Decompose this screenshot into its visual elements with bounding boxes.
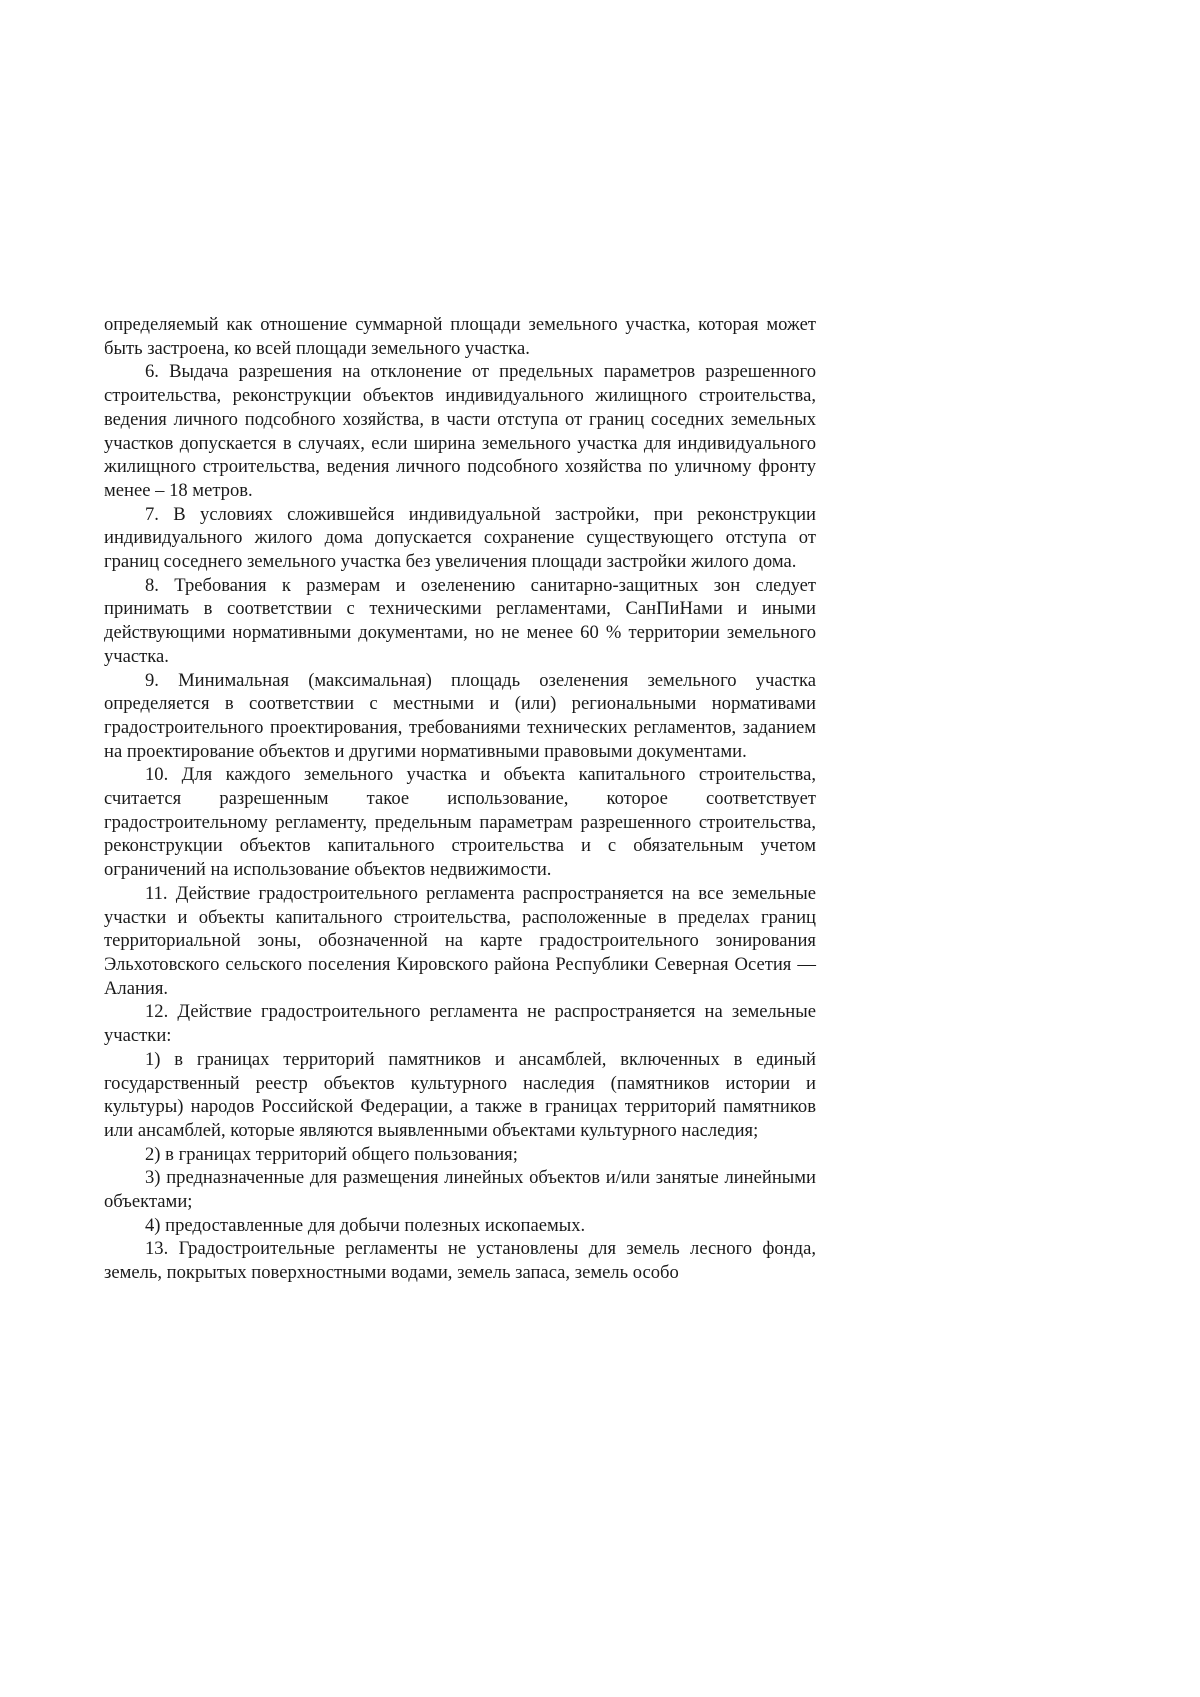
paragraph-item-12: 12. Действие градостроительного регламента не распространяется на земельные участки: — [104, 1001, 816, 1047]
paragraph-item-9: 9. Минимальная (максимальная) площадь озеленения земельного участка определяется в соответствии с местными и (или) региональными нормативами градостроительного проектирования, требованиями технических регламентов, заданием на проектирование объектов и другими нормативными правовыми документами. — [104, 669, 816, 762]
document-body — [104, 313, 816, 1285]
subitem-12-4: 4) предоставленные для добычи полезных ископаемых. — [145, 1214, 586, 1236]
subitem-12-3: 3) предназначенные для размещения линейных объектов и/или занятые линейными объектами; — [104, 1167, 816, 1213]
paragraph-item-8: 8. Требования к размерам и озеленению санитарно-защитных зон следует принимать в соответствии с техническими регламентами, СанПиНами и иными действующими нормативными документами, но не менее 60 % территории земельного участка. — [104, 574, 816, 667]
subitem-12-1: 1) в границах территорий памятников и ансамблей, включенных в единый государственный реестр объектов культурного наследия (памятников истории и культуры) народов Российской Федерации, а также в границах территорий памятников или ансамблей, которые являются выявленными объектами культурного наследия; — [104, 1048, 816, 1141]
subitem-12-2: 2) в границах территорий общего пользования; — [145, 1143, 518, 1165]
paragraph-continuation: определяемый как отношение суммарной площади земельного участка, которая может быть застроена, ко всей площади земельного участка. — [104, 314, 816, 359]
paragraph-item-7: 7. В условиях сложившейся индивидуальной застройки, при реконструкции индивидуального жилого дома допускается сохранение существующего отступа от границ соседнего земельного участка без увеличения площади застройки жилого дома. — [104, 503, 816, 573]
paragraph-item-6: 6. Выдача разрешения на отклонение от предельных параметров разрешенного строительства, реконструкции объектов индивидуального жилищного строительства, ведения личного подсобного хозяйства, в части отступа от границ соседних земельных участков допускается в случаях, если ширина земельного участка для индивидуального жилищного строительства, ведения личного подсобного хозяйства по уличному фронту менее – 18 метров. — [104, 361, 816, 501]
paragraph-item-10: 10. Для каждого земельного участка и объекта капитального строительства, считается разрешенным такое использование, которое соответствует градостроительному регламенту, предельным параметрам разрешенного строительства, реконструкции объектов капитального строительства и с обязательным учетом ограничений на использование объектов недвижимости. — [104, 764, 816, 881]
paragraph-item-13: 13. Градостроительные регламенты не установлены для земель лесного фонда, земель, покрытых поверхностными водами, земель запаса, земель особо — [104, 1238, 816, 1284]
paragraph-item-11: 11. Действие градостроительного регламента распространяется на все земельные участки и объекты капитального строительства, расположенные в пределах границ территориальной зоны, обозначенной на карте градостроительного зонирования Эльхотовского сельского поселения Кировского района Республики Северная Осетия — Алания. — [104, 882, 816, 999]
